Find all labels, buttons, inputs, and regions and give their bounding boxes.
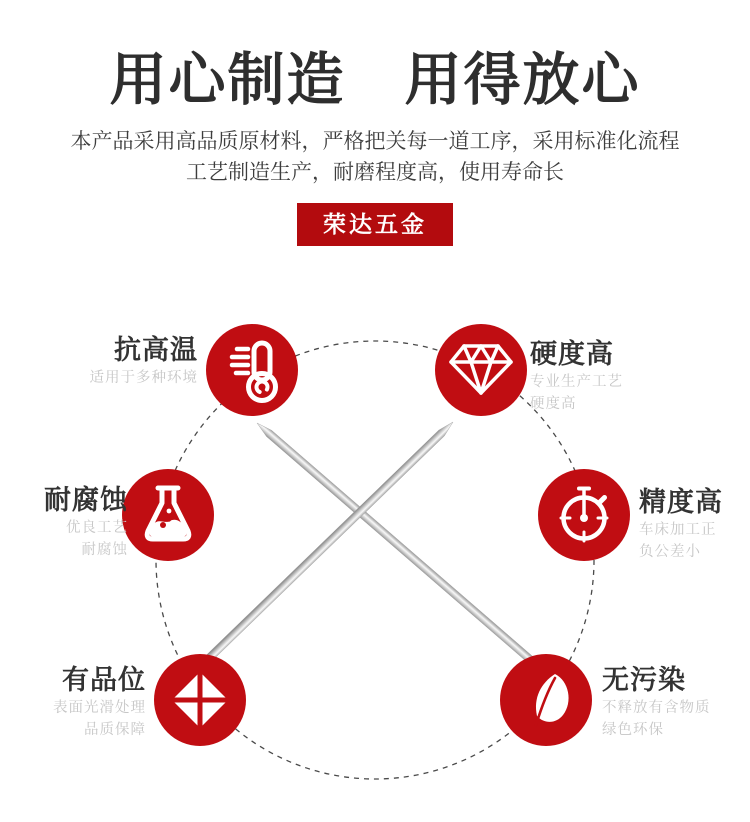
stopwatch-icon [536, 467, 632, 563]
flask-icon [120, 467, 216, 563]
compass-icon [152, 652, 248, 748]
feature-subtitle: 硬度高 [530, 396, 577, 412]
page-subtitle-line1: 本产品采用高品质原材料，严格把关每一道工序，采用标准化流程 [70, 130, 680, 153]
feature-title: 耐腐蚀 [44, 485, 128, 515]
feature-high-hardness [530, 338, 623, 414]
feature-heat-resistant [90, 334, 199, 388]
feature-high-precision [639, 486, 723, 562]
feature-subtitle: 不释放有含物质 [602, 700, 711, 716]
feature-title: 硬度高 [530, 339, 614, 369]
feature-subtitle: 负公差小 [639, 544, 701, 560]
steel-rod [257, 423, 543, 671]
feature-title: 无污染 [602, 665, 686, 695]
feature-title: 有品位 [62, 665, 146, 695]
feature-subtitle: 车床加工正 [639, 522, 717, 538]
feature-subtitle: 品质保障 [84, 722, 146, 738]
feature-subtitle: 耐腐蚀 [81, 542, 128, 558]
steel-rod [202, 422, 453, 665]
feature-pollution-free [602, 664, 711, 740]
feature-title: 抗高温 [114, 335, 198, 365]
thermometer-icon [204, 322, 300, 418]
diamond-icon [433, 322, 529, 418]
brand-badge: 荣达五金 [297, 203, 453, 246]
feature-subtitle: 绿色环保 [602, 722, 664, 738]
feature-subtitle: 优良工艺 [66, 520, 128, 536]
feature-corrosion-resistant [44, 484, 128, 560]
feature-subtitle: 专业生产工艺 [530, 374, 623, 390]
page-subtitle-line2: 工艺制造生产，耐磨程度高，使用寿命长 [186, 161, 564, 184]
feature-subtitle: 适用于多种环境 [89, 370, 198, 386]
feature-title: 精度高 [639, 487, 723, 517]
feature-subtitle: 表面光滑处理 [53, 700, 146, 716]
feature-good-taste [53, 664, 146, 740]
leaf-icon [498, 652, 594, 748]
page-title: 用心制造 用得放心 [109, 48, 641, 112]
